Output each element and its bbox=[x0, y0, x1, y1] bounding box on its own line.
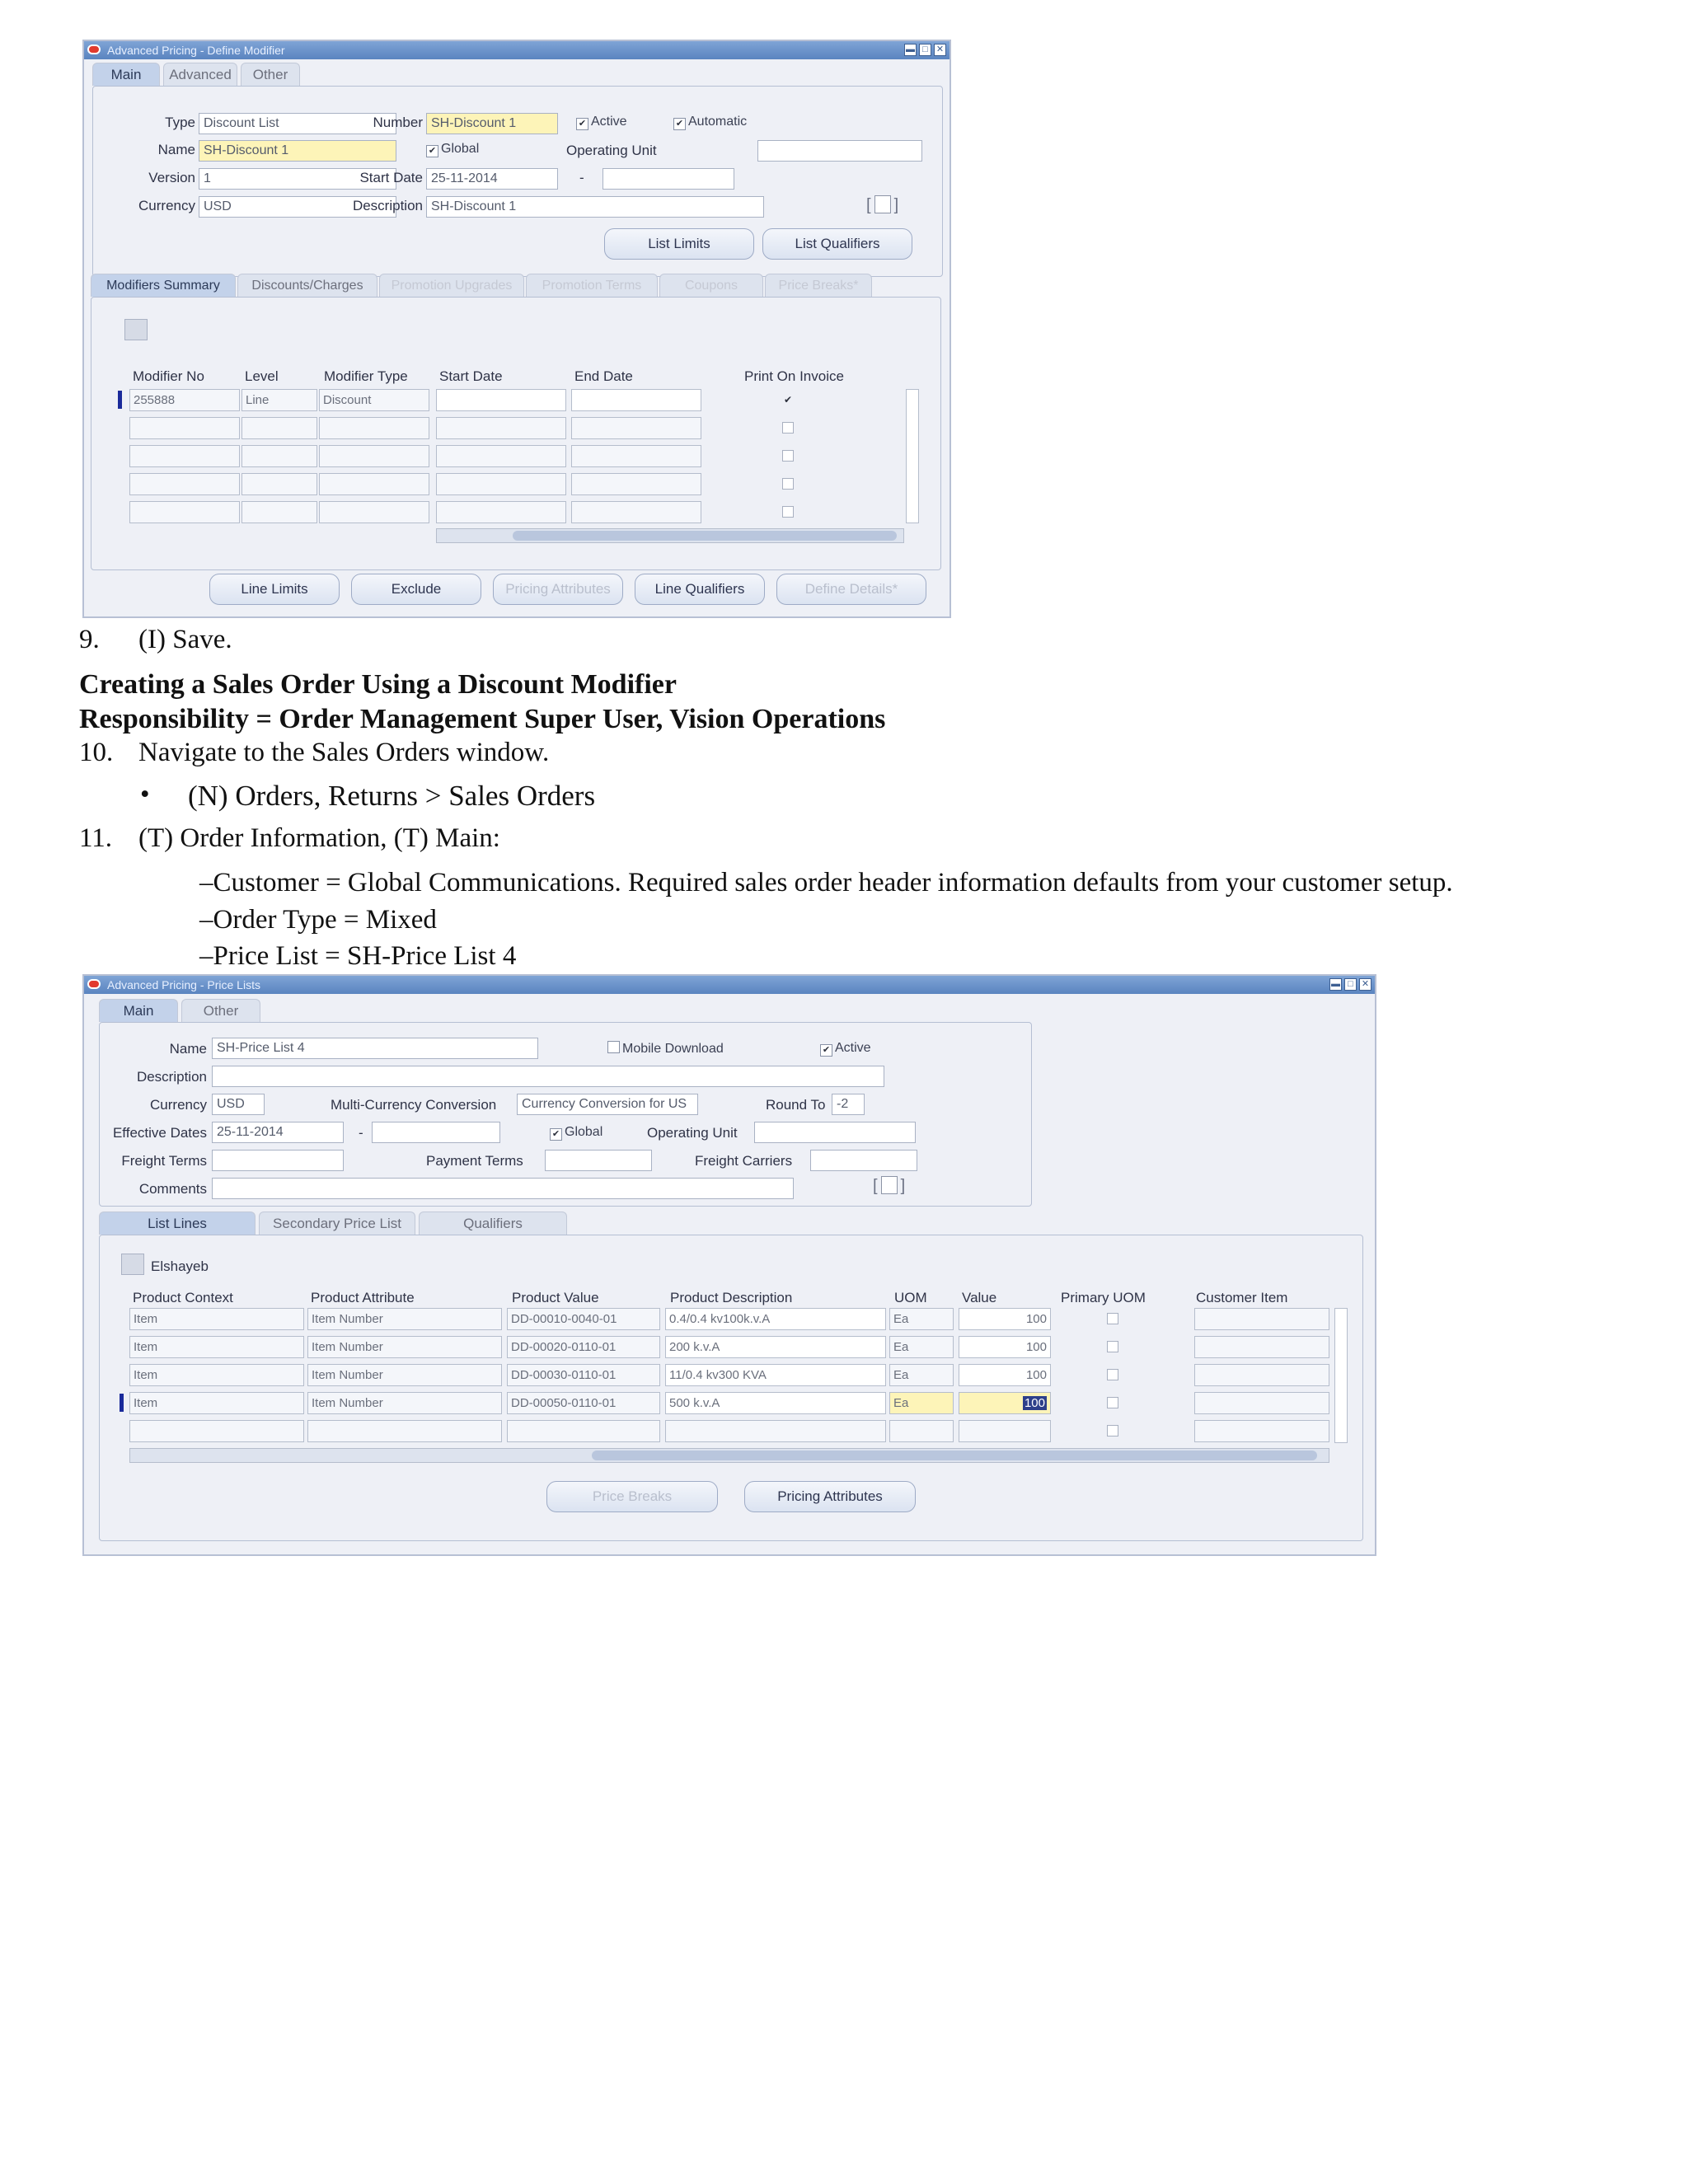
product-value-cell[interactable]: DD-00030-0110-01 bbox=[507, 1364, 660, 1386]
product-attribute-cell[interactable]: Item Number bbox=[307, 1364, 502, 1386]
define-details-button: Define Details* bbox=[776, 574, 926, 605]
column-header: Product Description bbox=[670, 1290, 793, 1305]
price-breaks-button: Price Breaks bbox=[546, 1481, 718, 1512]
tab-discounts-charges[interactable]: Discounts/Charges bbox=[237, 274, 377, 297]
modifier-type-cell[interactable]: Discount bbox=[319, 389, 429, 411]
multi-currency-label: Multi-Currency Conversion bbox=[331, 1097, 497, 1113]
window-title: Advanced Pricing - Price Lists bbox=[107, 978, 260, 991]
table-cell[interactable] bbox=[129, 445, 240, 467]
version-field[interactable]: 1 bbox=[199, 168, 396, 190]
column-header: Modifier No bbox=[133, 368, 204, 384]
number-label: Number bbox=[373, 115, 423, 130]
step-text: Navigate to the Sales Orders window. bbox=[138, 738, 550, 767]
maximize-icon[interactable]: □ bbox=[1344, 978, 1357, 991]
oracle-logo-icon bbox=[87, 979, 101, 989]
print-on-invoice-checkbox[interactable] bbox=[782, 450, 794, 462]
minimize-icon[interactable]: ▬ bbox=[906, 45, 915, 54]
product-attribute-cell[interactable]: Item Number bbox=[307, 1308, 502, 1330]
header-panel bbox=[92, 86, 943, 277]
freight-carriers-label: Freight Carriers bbox=[695, 1153, 793, 1169]
primary-uom-checkbox[interactable] bbox=[1107, 1369, 1118, 1380]
column-header: Print On Invoice bbox=[744, 368, 844, 384]
name-label: Name bbox=[157, 142, 195, 157]
table-cell[interactable] bbox=[129, 417, 240, 439]
type-field[interactable]: Discount List bbox=[199, 113, 396, 134]
table-cell[interactable] bbox=[319, 473, 429, 495]
folder-icon[interactable] bbox=[121, 1254, 144, 1275]
table-cell[interactable] bbox=[241, 417, 317, 439]
step-number: 10. bbox=[79, 738, 114, 767]
value-cell[interactable]: 100 bbox=[959, 1336, 1051, 1358]
customer-item-cell[interactable] bbox=[1194, 1308, 1329, 1330]
list-lines-panel bbox=[99, 1235, 1363, 1541]
column-header: Product Context bbox=[133, 1290, 233, 1305]
comments-field[interactable] bbox=[212, 1178, 794, 1199]
flexfield-icon[interactable]: [ ] bbox=[866, 196, 899, 214]
column-header: Product Attribute bbox=[311, 1290, 415, 1305]
folder-label: Elshayeb bbox=[151, 1258, 209, 1274]
step-text: (I) Save. bbox=[138, 625, 232, 654]
table-cell[interactable] bbox=[571, 445, 701, 467]
title-bar bbox=[84, 976, 1375, 994]
uom-cell[interactable]: Ea bbox=[889, 1392, 954, 1414]
column-header: Level bbox=[245, 368, 279, 384]
table-cell[interactable] bbox=[307, 1420, 502, 1442]
list-qualifiers-button[interactable]: List Qualifiers bbox=[762, 228, 912, 260]
currency-field[interactable]: USD bbox=[199, 196, 396, 218]
tab-promotion-terms: Promotion Terms bbox=[526, 274, 658, 297]
global-checkbox[interactable]: ✔ Global bbox=[550, 1125, 603, 1141]
table-cell[interactable] bbox=[319, 417, 429, 439]
table-cell[interactable] bbox=[436, 501, 566, 523]
table-cell[interactable] bbox=[571, 501, 701, 523]
uom-cell[interactable]: Ea bbox=[889, 1336, 954, 1358]
description-label: Description bbox=[136, 1069, 207, 1085]
multi-currency-field[interactable]: Currency Conversion for US bbox=[517, 1094, 698, 1115]
table-cell[interactable] bbox=[241, 501, 317, 523]
primary-uom-checkbox[interactable] bbox=[1107, 1341, 1118, 1352]
table-cell[interactable] bbox=[319, 445, 429, 467]
tab-coupons: Coupons bbox=[659, 274, 763, 297]
current-row-indicator bbox=[118, 391, 122, 409]
product-context-cell[interactable]: Item bbox=[129, 1364, 304, 1386]
mobile-download-checkbox[interactable]: Mobile Download bbox=[607, 1041, 724, 1057]
flexfield-icon[interactable]: [ ] bbox=[873, 1177, 906, 1195]
start-date-label: Start Date bbox=[359, 170, 423, 185]
minimize-icon[interactable]: ▬ bbox=[1331, 979, 1340, 989]
column-header: Value bbox=[962, 1290, 997, 1305]
value-cell[interactable] bbox=[959, 1392, 1051, 1414]
active-checkbox[interactable]: ✔ Active bbox=[820, 1041, 871, 1057]
table-cell[interactable] bbox=[436, 417, 566, 439]
description-label: Description bbox=[352, 198, 423, 213]
effective-date-from-field[interactable]: 25-11-2014 bbox=[212, 1122, 344, 1143]
date-dash: - bbox=[579, 170, 584, 185]
column-header: Start Date bbox=[439, 368, 503, 384]
responsibility-heading: Responsibility = Order Management Super User, Vision Operations bbox=[79, 704, 886, 734]
effective-dates-label: Effective Dates bbox=[112, 1125, 207, 1141]
section-heading: Creating a Sales Order Using a Discount Modifier bbox=[79, 669, 677, 700]
payment-terms-label: Payment Terms bbox=[426, 1153, 523, 1169]
number-field[interactable]: SH-Discount 1 bbox=[426, 113, 558, 134]
global-checkbox[interactable]: ✔ Global bbox=[426, 142, 479, 157]
name-label: Name bbox=[169, 1041, 207, 1057]
current-row-indicator bbox=[120, 1394, 124, 1412]
start-date-field[interactable]: 25-11-2014 bbox=[426, 168, 558, 190]
column-header: Primary UOM bbox=[1061, 1290, 1146, 1305]
operating-unit-field[interactable] bbox=[757, 140, 922, 162]
operating-unit-field[interactable] bbox=[754, 1122, 916, 1143]
pricing-attributes-button: Pricing Attributes bbox=[493, 574, 623, 605]
list-limits-button[interactable]: List Limits bbox=[604, 228, 754, 260]
price-lists-window bbox=[82, 974, 1376, 1556]
table-cell[interactable] bbox=[241, 473, 317, 495]
tab-secondary-price-list[interactable]: Secondary Price List bbox=[259, 1212, 415, 1235]
print-on-invoice-checkbox[interactable] bbox=[782, 506, 794, 518]
product-value-cell[interactable]: DD-00020-0110-01 bbox=[507, 1336, 660, 1358]
horizontal-scrollbar[interactable] bbox=[436, 528, 904, 543]
end-date-cell[interactable] bbox=[571, 389, 701, 411]
level-cell[interactable]: Line bbox=[241, 389, 317, 411]
name-field[interactable]: SH-Price List 4 bbox=[212, 1038, 538, 1059]
uom-cell[interactable]: Ea bbox=[889, 1364, 954, 1386]
value-cell[interactable]: 100 bbox=[959, 1364, 1051, 1386]
name-field[interactable]: SH-Discount 1 bbox=[199, 140, 396, 162]
print-on-invoice-checkbox[interactable]: ✔ bbox=[783, 394, 793, 405]
column-header: UOM bbox=[894, 1290, 927, 1305]
modifier-no-cell[interactable]: 255888 bbox=[129, 389, 240, 411]
product-description-cell[interactable]: 11/0.4 kv300 KVA bbox=[665, 1364, 886, 1386]
table-cell[interactable] bbox=[129, 473, 240, 495]
line-qualifiers-button[interactable]: Line Qualifiers bbox=[635, 574, 765, 605]
payment-terms-field[interactable] bbox=[545, 1150, 652, 1171]
step-text: (T) Order Information, (T) Main: bbox=[138, 823, 500, 853]
tab-other[interactable]: Other bbox=[241, 63, 300, 86]
table-cell[interactable] bbox=[241, 445, 317, 467]
table-cell[interactable] bbox=[129, 1420, 304, 1442]
tab-qualifiers[interactable]: Qualifiers bbox=[419, 1212, 567, 1235]
sub-item: –Price List = SH-Price List 4 bbox=[199, 941, 517, 971]
column-header: Product Value bbox=[512, 1290, 599, 1305]
close-icon[interactable]: ✕ bbox=[934, 44, 946, 56]
product-description-cell[interactable]: 0.4/0.4 kv100k.v.A bbox=[665, 1308, 886, 1330]
horizontal-scrollbar[interactable] bbox=[129, 1448, 1329, 1463]
value-selected-text: 100 bbox=[1024, 1396, 1045, 1410]
customer-item-cell[interactable] bbox=[1194, 1364, 1329, 1386]
description-field[interactable]: SH-Discount 1 bbox=[426, 196, 764, 218]
column-header: Modifier Type bbox=[324, 368, 408, 384]
close-icon[interactable]: ✕ bbox=[1359, 978, 1372, 991]
table-cell[interactable] bbox=[319, 501, 429, 523]
active-checkbox[interactable]: ✔ Active bbox=[576, 115, 627, 130]
primary-uom-checkbox[interactable] bbox=[1107, 1313, 1118, 1324]
freight-terms-label: Freight Terms bbox=[121, 1153, 207, 1169]
table-cell[interactable] bbox=[571, 473, 701, 495]
column-header: End Date bbox=[574, 368, 633, 384]
primary-uom-checkbox[interactable] bbox=[1107, 1397, 1118, 1408]
bullet-text: (N) Orders, Returns > Sales Orders bbox=[188, 780, 596, 812]
table-cell[interactable] bbox=[436, 445, 566, 467]
table-cell[interactable] bbox=[507, 1420, 660, 1442]
print-on-invoice-checkbox[interactable] bbox=[782, 478, 794, 490]
tab-list-lines[interactable]: List Lines bbox=[99, 1212, 256, 1235]
window-title: Advanced Pricing - Define Modifier bbox=[107, 44, 285, 57]
product-description-cell[interactable]: 500 k.v.A bbox=[665, 1392, 886, 1414]
exclude-button[interactable]: Exclude bbox=[351, 574, 481, 605]
line-limits-button[interactable]: Line Limits bbox=[209, 574, 340, 605]
product-attribute-cell[interactable]: Item Number bbox=[307, 1336, 502, 1358]
table-cell[interactable] bbox=[571, 417, 701, 439]
product-context-cell[interactable]: Item bbox=[129, 1308, 304, 1330]
tab-promotion-upgrades: Promotion Upgrades bbox=[379, 274, 524, 297]
customer-item-cell[interactable] bbox=[1194, 1392, 1329, 1414]
round-to-label: Round To bbox=[766, 1097, 826, 1113]
table-cell[interactable] bbox=[436, 473, 566, 495]
product-value-cell[interactable]: DD-00010-0040-01 bbox=[507, 1308, 660, 1330]
tab-other[interactable]: Other bbox=[181, 999, 260, 1022]
sub-item: –Order Type = Mixed bbox=[199, 905, 437, 935]
end-date-field[interactable] bbox=[603, 168, 734, 190]
oracle-logo-icon bbox=[87, 45, 101, 54]
currency-label: Currency bbox=[138, 198, 195, 213]
primary-uom-checkbox[interactable] bbox=[1107, 1425, 1118, 1436]
table-cell[interactable] bbox=[889, 1420, 954, 1442]
freight-terms-field[interactable] bbox=[212, 1150, 344, 1171]
operating-unit-label: Operating Unit bbox=[566, 143, 657, 158]
table-cell[interactable] bbox=[959, 1420, 1051, 1442]
value-cell[interactable]: 100 bbox=[959, 1308, 1051, 1330]
print-on-invoice-checkbox[interactable] bbox=[782, 422, 794, 434]
column-header: Customer Item bbox=[1196, 1290, 1288, 1305]
header-panel bbox=[99, 1022, 1032, 1207]
define-modifier-window bbox=[82, 40, 951, 618]
currency-label: Currency bbox=[150, 1097, 207, 1113]
vertical-scrollbar[interactable] bbox=[1334, 1308, 1348, 1443]
operating-unit-label: Operating Unit bbox=[647, 1125, 738, 1141]
title-bar bbox=[84, 41, 950, 59]
round-to-field[interactable]: -2 bbox=[832, 1094, 865, 1115]
table-cell[interactable] bbox=[665, 1420, 886, 1442]
step-number: 11. bbox=[79, 823, 113, 853]
automatic-checkbox[interactable]: ✔ Automatic bbox=[673, 115, 747, 130]
currency-field[interactable]: USD bbox=[212, 1094, 265, 1115]
date-dash: - bbox=[359, 1125, 363, 1141]
sub-item: –Customer = Global Communications. Required sales order header information defaults from your customer setup. bbox=[199, 868, 1453, 898]
attachment-icon[interactable] bbox=[124, 319, 148, 340]
bullet: • bbox=[140, 780, 150, 809]
product-context-cell[interactable]: Item bbox=[129, 1336, 304, 1358]
tab-main[interactable]: Main bbox=[92, 63, 160, 86]
product-attribute-cell[interactable]: Item Number bbox=[307, 1392, 502, 1414]
description-field[interactable] bbox=[212, 1066, 884, 1087]
pricing-attributes-button[interactable]: Pricing Attributes bbox=[744, 1481, 916, 1512]
uom-cell[interactable]: Ea bbox=[889, 1308, 954, 1330]
tab-main[interactable]: Main bbox=[99, 999, 178, 1022]
product-value-cell[interactable]: DD-00050-0110-01 bbox=[507, 1392, 660, 1414]
customer-item-cell[interactable] bbox=[1194, 1336, 1329, 1358]
step-number: 9. bbox=[79, 625, 100, 654]
tab-advanced[interactable]: Advanced bbox=[163, 63, 237, 86]
freight-carriers-field[interactable] bbox=[810, 1150, 917, 1171]
product-context-cell[interactable]: Item bbox=[129, 1392, 304, 1414]
product-description-cell[interactable]: 200 k.v.A bbox=[665, 1336, 886, 1358]
start-date-cell[interactable] bbox=[436, 389, 566, 411]
effective-date-to-field[interactable] bbox=[372, 1122, 500, 1143]
type-label: Type bbox=[165, 115, 195, 130]
maximize-icon[interactable]: □ bbox=[919, 44, 931, 56]
table-cell[interactable] bbox=[129, 501, 240, 523]
version-label: Version bbox=[148, 170, 195, 185]
comments-label: Comments bbox=[138, 1181, 207, 1197]
tab-modifiers-summary[interactable]: Modifiers Summary bbox=[91, 274, 236, 297]
tab-price-breaks: Price Breaks* bbox=[765, 274, 872, 297]
vertical-scrollbar[interactable] bbox=[906, 389, 919, 523]
table-cell[interactable] bbox=[1194, 1420, 1329, 1442]
modifiers-summary-panel bbox=[91, 297, 941, 570]
